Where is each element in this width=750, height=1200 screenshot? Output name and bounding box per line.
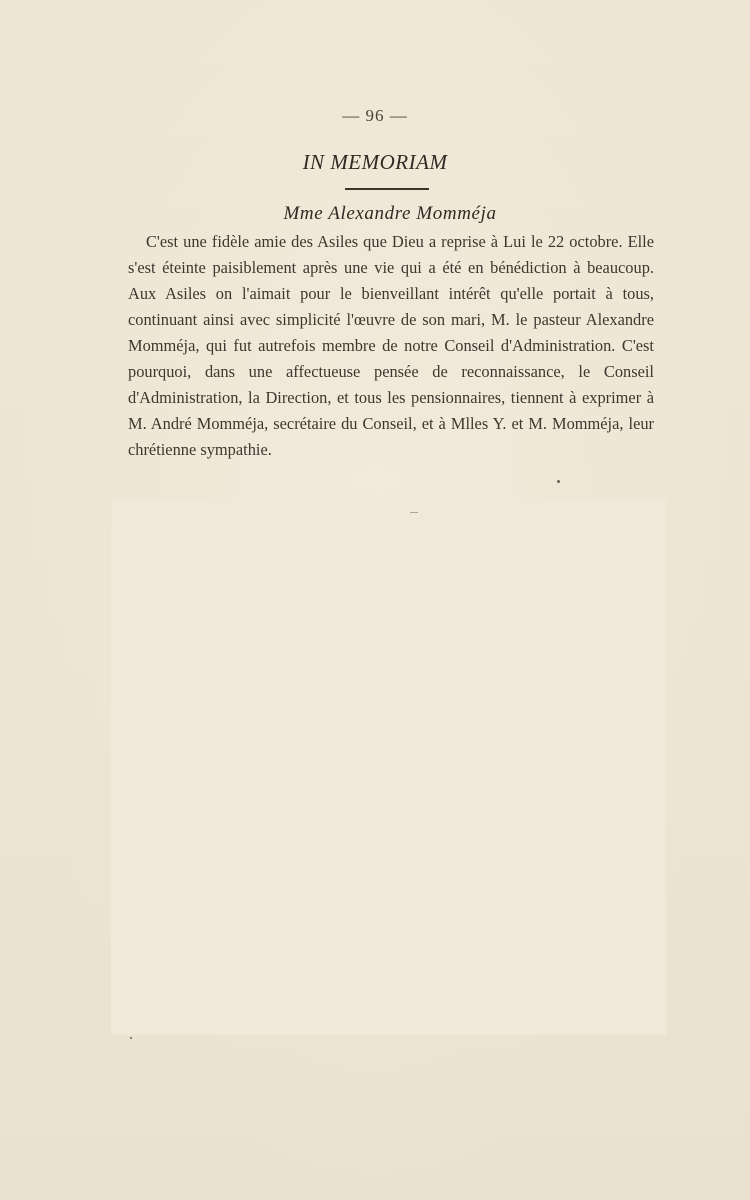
paper-speck — [130, 1037, 132, 1039]
obituary-subtitle: Mme Alexandre Momméja — [283, 203, 497, 224]
section-title: IN MEMORIAM — [302, 150, 448, 174]
page-number: — 96 — — [342, 106, 408, 125]
title-divider — [345, 188, 429, 190]
blank-area — [111, 499, 666, 1035]
paper-speck — [557, 480, 560, 483]
obituary-paragraph: C'est une fidèle amie des Asiles que Dieu a reprise à Lui le 22 octobre. Elle s'est éteinte paisiblement après une vie qui a été en bénédiction à beaucoup. Aux Asiles on l'aimait pour le bienveillant intérêt qu'elle portait à tous, continuant ainsi avec simplicité l'œuvre de son mari, M. le pasteur Alexandre Momméja, qui fut autrefois membre de notre Conseil d'Administration. C'est pourquoi, dans une affectueuse pensée de reconnaissance, le Conseil d'Administration, la Direction, et tous les pensionnaires, tiennent à exprimer à M. André Momméja, secrétaire du Conseil, et à Mlles Y. et M. Momméja, leur chrétienne sympathie. — [128, 232, 654, 459]
paper-speck — [410, 512, 418, 513]
